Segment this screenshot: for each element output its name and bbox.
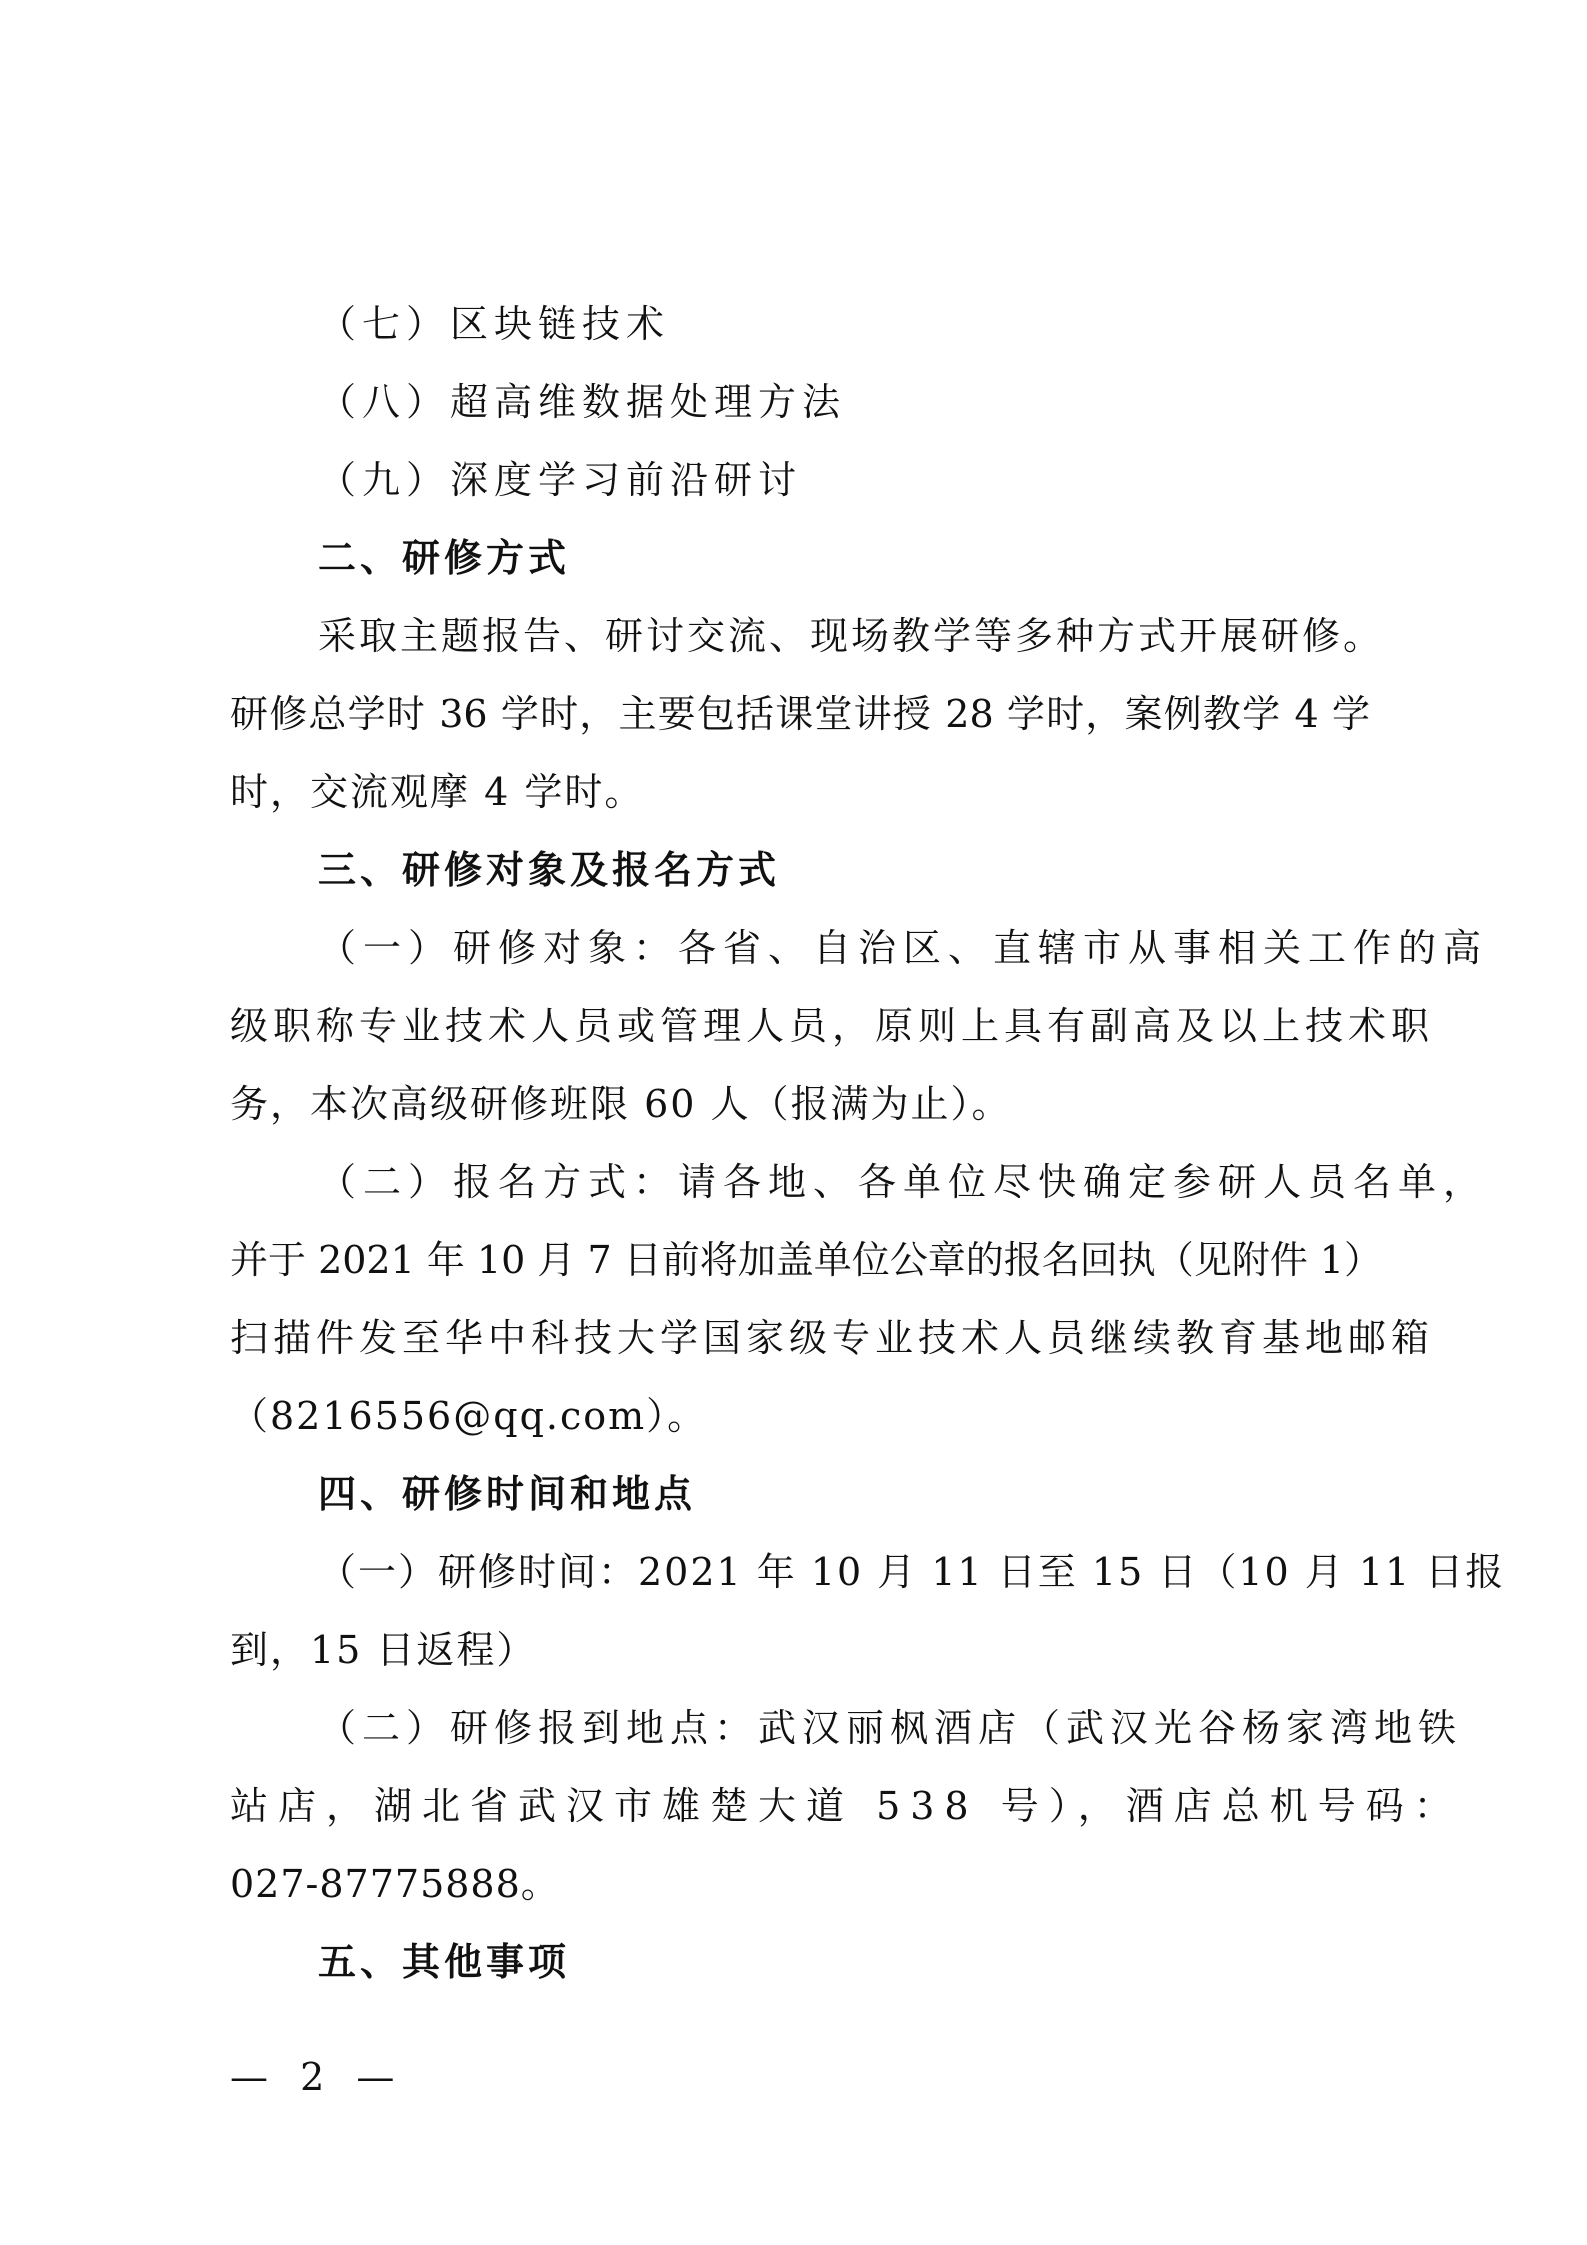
list-item-nine: （九）深度学习前沿研讨 bbox=[318, 458, 803, 502]
paragraph-line: 务，本次高级研修班限 60 人（报满为止）。 bbox=[230, 1082, 1012, 1126]
list-item-seven: （七）区块链技术 bbox=[318, 302, 671, 346]
paragraph-line: 并于 2021 年 10 月 7 日前将加盖单位公章的报名回执（见附件 1） bbox=[230, 1238, 1382, 1282]
paragraph-line: 时，交流观摩 4 学时。 bbox=[230, 770, 645, 814]
paragraph-line: （二）报名方式：请各地、各单位尽快确定参研人员名单， bbox=[318, 1160, 1489, 1204]
paragraph-line: 扫描件发至华中科技大学国家级专业技术人员继续教育基地邮箱 bbox=[230, 1316, 1435, 1360]
paragraph-line: 采取主题报告、研讨交流、现场教学等多种方式开展研修。 bbox=[318, 614, 1385, 658]
section-heading-3: 三、研修对象及报名方式 bbox=[318, 848, 781, 892]
email-line: （8216556@qq.com）。 bbox=[230, 1394, 708, 1438]
section-heading-4: 四、研修时间和地点 bbox=[318, 1472, 697, 1516]
phone-line: 027-87775888。 bbox=[230, 1862, 560, 1906]
paragraph-line: （一）研修时间：2021 年 10 月 11 日至 15 日（10 月 11 日报 bbox=[318, 1550, 1506, 1594]
paragraph-line: 到，15 日返程） bbox=[230, 1628, 537, 1672]
section-heading-5: 五、其他事项 bbox=[318, 1940, 571, 1984]
paragraph-line: 站店，湖北省武汉市雄楚大道 538 号），酒店总机号码： bbox=[230, 1784, 1462, 1828]
section-heading-2: 二、研修方式 bbox=[318, 536, 571, 580]
page-number: — 2 — bbox=[230, 2055, 405, 2099]
paragraph-line: 级职称专业技术人员或管理人员，原则上具有副高及以上技术职 bbox=[230, 1004, 1435, 1048]
paragraph-line: （二）研修报到地点：武汉丽枫酒店（武汉光谷杨家湾地铁 bbox=[318, 1706, 1463, 1750]
paragraph-line: （一）研修对象：各省、自治区、直辖市从事相关工作的高 bbox=[318, 926, 1489, 970]
list-item-eight: （八）超高维数据处理方法 bbox=[318, 380, 847, 424]
paragraph-line: 研修总学时 36 学时，主要包括课堂讲授 28 学时，案例教学 4 学 bbox=[230, 692, 1370, 736]
